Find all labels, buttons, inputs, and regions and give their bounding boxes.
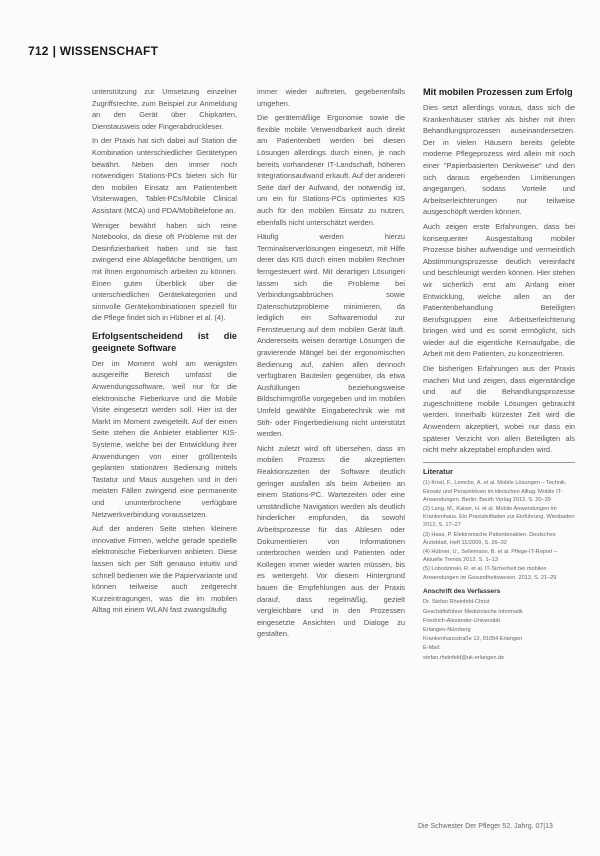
literature-list — [423, 466, 575, 582]
reference-item: (5) Lobodzinski, R. et al. IT-Sicherheit bei mobilen Anwendungen im Gesundheitswesen. 2013, S. 21–29 — [423, 566, 557, 581]
address-line: Dr. Stefan Rheinfeld-Christ — [423, 599, 490, 606]
paragraph: Auch zeigen erste Erfahrungen, dass bei konsequenter Ausgestaltung mobiler Prozesse bisher aufwendige und vermeintlich Abstimmungsprozesse deutlich vereinfacht und beschleunigt werden können. Hier stehen wir sicherlich erst am Anfang einer Entwicklung, welche allen an der Patientenbehandlung Beteiligten Berufsgruppen eine Arbeitserleichterung bringen wird und es somit ermöglicht, sich wieder auf die eigentliche Kernaufgabe, die Arbeit mit dem Patienten, zu konzentrieren. — [423, 221, 575, 359]
page-number: 712 — [28, 44, 49, 58]
email-address: stefan.rheinfeld@uk-erlangen.de — [423, 654, 505, 661]
text-column-1 — [92, 86, 237, 619]
paragraph: immer wieder auftreten, gegebenenfalls umgehen. — [257, 87, 405, 108]
section-heading: Erfolgsentscheidend ist die geeignete Software — [92, 330, 237, 353]
address-line: E-Mail: — [423, 645, 441, 652]
literature-heading: Literatur — [423, 466, 453, 476]
address-line: Krankenhausstraße 12, 91054 Erlangen — [423, 636, 523, 643]
section-title: WISSENSCHAFT — [59, 44, 159, 58]
author-address — [423, 586, 575, 662]
page-footer: Die Schwester Der Pfleger 52. Jahrg. 07|13 — [418, 823, 553, 830]
paragraph: Die gerätemäßige Ergonomie sowie die flexible mobile Verwendbarkeit auch direkt am Patientenbett werden bei diesen Lösungen allerdings durch einen, je nach bereits vorhandener IT-Landschaft, höheren Integrationsaufwand erkauft. Auf der anderen Seite darf der Aufwand, der notwendig ist, um ein für Stations-PCs optimiertes KIS auch für den mobilen Einsatz zu nutzen, ebenfalls nicht unterschätzt werden. — [257, 113, 405, 227]
paragraph: Der im Moment wohl am wenigsten ausgereifte Bereich umfasst die Anwendungssoftware, weil nur für die elektronische Fieberkurve und die Mobile Visite eingesetzt werden soll. Hier ist der Markt im Moment zweigeteilt. Auf der einen Seite stehen die Anbieter etablierter KIS-Systeme, welche bei der Entwicklung ihrer Anwendungen von einer größtenteils geplanten stationären Bedienung mittels Tastatur und Maus ausgehen und in den meisten Fällen zwingend eine permanente und ununterbrochene verfügbare Netzwerkverbindung voraussetzen. — [92, 358, 237, 519]
address-heading: Anschrift des Verfassers — [423, 587, 501, 595]
reference-item: (4) Hübner, U., Sellemann, B. et al. Pflege-IT-Report – Aktuelle Trends 2012. S. 1–13 — [423, 549, 558, 564]
address-line: Erlangen-Nürnberg — [423, 627, 471, 634]
page-header — [28, 44, 158, 58]
paragraph: In der Praxis hat sich dabei auf Station die Kombination unterschiedlicher Gerätetypen bewährt. Neben den immer noch notwendigen Stations-PCs bieten sich für den mobilen Einsatz am Patientenbett Visitenwagen, Tablet-PCs/Mobile Clinical Assistant (MCA) und PDA/Mobiltelefone an. — [92, 136, 237, 215]
address-line: Geschäftsführer Medizinische Informatik — [423, 608, 523, 615]
paragraph: Dies setzt allerdings voraus, dass sich die Krankenhäuser stärker als bisher mit ihren Behandlungsprozessen auseinandersetzen. Der in vielen Häusern bereits gelebte moderne Pflegeprozess wird allein mit noch einer "Papierbasierten Denkweise" und den sich daraus ergebenden Limitierungen angegangen, sodass Vorteile und Arbeitserleichterungen nur teilweise ausgeschöpft werden können. — [423, 103, 575, 217]
reference-item: (1) Kristl, F., Lemcke, A. et al. Mobile Lösungen – Technik, Einsatz und Perspektiven im klinischen Alltag. Mobile IT-Anwendungen. Berlin: Beuth Verlag 2012. S. 20–39 — [423, 480, 567, 503]
text-column-2 — [257, 86, 405, 643]
section-heading: Mit mobilen Prozessen zum Erfolg — [423, 87, 573, 97]
text-column-3 — [423, 86, 575, 663]
address-line: Friedrich-Alexander-Universität — [423, 617, 501, 624]
paragraph: Nicht zuletzt wird oft übersehen, dass im mobilen Prozess die akzeptierten Reaktionszeiten der Software deutlich geringer ausfallen als beim Arbeiten an einem Stations-PC. Wartezeiten oder eine umständliche Navigation werden als deutlich hinderlicher empfunden, da sowohl Arbeitsprozesse für das Ablesen oder Dokumentieren von Informationen unterbrochen werden und Patienten oder Kollegen immer wieder warten müssen, bis es weitergeht. Vor diesem Hintergrund bauen die Empfehlungen aus der Praxis darauf, dass regelmäßig, gezielt vergleichbare und in den Prozessen eingesetzte Ansichten und Dialoge zu gestalten. — [257, 443, 405, 639]
paragraph: Auf der anderen Seite stehen kleinere innovative Firmen, welche gerade spezielle elektronische Fieberkurven anbieten. Diese lassen sich per Stift genauso intuitiv und schnell bedienen wie die Papiervariante und können teilweise auch zeitgerecht Kurzeintragungen, was die im mobilen Alltag mit einem WLAN fast zwangsläufig — [92, 524, 237, 615]
paragraph: Die bisherigen Erfahrungen aus der Praxis machen Mut und zeigen, dass eigenständige und auf die Behandlungsprozesse zugeschnittene mobile Lösungen gebraucht werden. Innerhalb kürzester Zeit wird die Anwendern akzeptiert, wobei nur dass ein späterer Verzicht von allen Beteiligten als nicht mehr akzeptabel empfunden wird. — [423, 364, 575, 455]
reference-item: (2) Lang, M., Kaiser, H. et al. Mobile Anwendungen im Krankenhaus. Ein Praxisleitfaden zur Einführung. Wiesbaden 2012, S. 17–27 — [423, 506, 575, 529]
paragraph: unterstützung zur Umsetzung einzelner Zugriffsrechte, zum Beispiel zur Anmeldung an den Gerät über Chipkarten, Dienstausweis oder Fingerabdruckleser. — [92, 87, 237, 131]
paragraph: Weniger bewährt haben sich reine Notebooks, da diese oft Probleme mit der Desinfizierbarkeit haben und sie fast zwingend eine Ablagefläche benötigen, um mit ihnen ergonomisch arbeiten zu können. Einen guten Überblick über die unterschiedlichen Gerätekategorien und sinnvolle Gerätekombinationen speziell für die Pflege findet sich in Hübner et al. (4). — [92, 220, 237, 323]
header-separator: | — [52, 44, 60, 58]
reference-item: (3) Haas, P. Elektronische Patientenakten. Deutsches Ärzteblatt, Heft 11/2009, S. 26–32 — [423, 531, 556, 546]
divider — [423, 462, 575, 463]
paragraph: Häufig werden hierzu Terminalserverlösungen eingesetzt, mit Hilfe derer das KIS durch einen mobilen Rechner ferngesteuert wird. Mit derartigen Lösungen lassen sich die Probleme bei Verbindungsabbrüchen sowie Datenschutzprobleme minimieren, da lediglich ein Softwaremodul zur Fernsteuerung auf dem mobilen Gerät läuft. Andererseits weisen derartige Lösungen die gravierende Mängel bei der ergonomischen Bedienung auf, zahlen allen dennoch verfügbaren Bauteilen gegenüber, da etwa Ausfüllungen beziehungsweise Bildschirmgröße vorgegeben und im mobilen Umfeld gewählte Eingabetechnik wie mit Stift- oder Fingerbedienung nicht unterstützt werden. — [257, 232, 405, 439]
